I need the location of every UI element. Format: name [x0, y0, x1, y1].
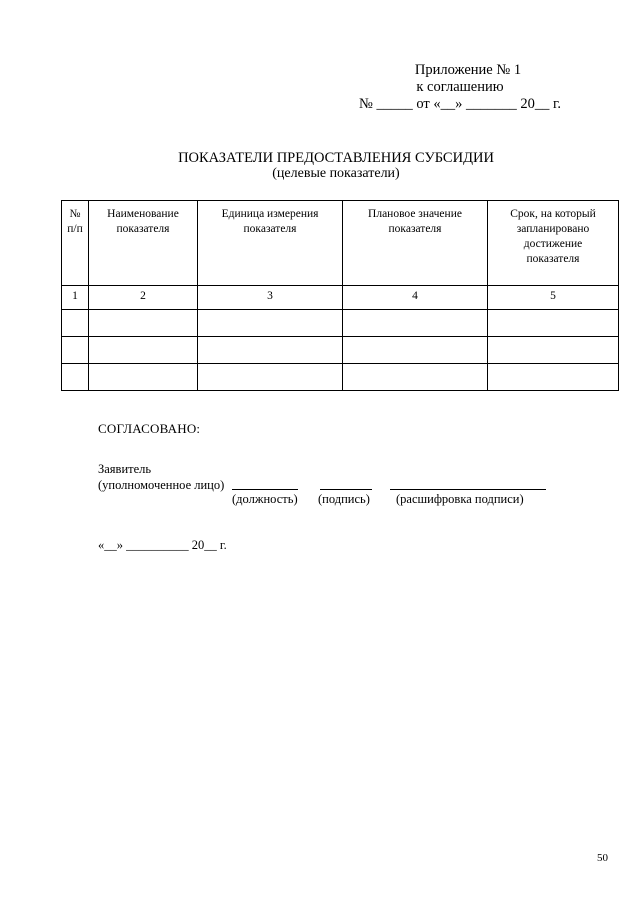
signature-decoding-line [390, 489, 546, 490]
table-cell [62, 337, 89, 364]
document-subtitle: (целевые показатели) [272, 166, 400, 181]
table-row [62, 337, 619, 364]
agreed-heading: СОГЛАСОВАНО: [98, 421, 201, 436]
table-cell [89, 337, 198, 364]
header-deadline: Срок, на который запланировано достижение показателя [488, 201, 619, 286]
indicators-table [61, 200, 619, 391]
table-row [62, 364, 619, 391]
header-number: № п/п [62, 201, 89, 286]
table-cell [198, 337, 343, 364]
column-number: 3 [198, 286, 343, 310]
table-cell [62, 364, 89, 391]
date-line: «__» __________ 20__ г. [98, 538, 227, 552]
table-cell [488, 337, 619, 364]
applicant-label: Заявитель [98, 462, 152, 476]
appendix-block [340, 62, 580, 113]
column-number: 1 [62, 286, 89, 310]
table-cell [488, 364, 619, 391]
document-title: ПОКАЗАТЕЛИ ПРЕДОСТАВЛЕНИЯ СУБСИДИИ [178, 150, 494, 166]
caption-signature-decoding: (расшифровка подписи) [396, 492, 524, 506]
table-cell [89, 310, 198, 337]
column-number: 4 [343, 286, 488, 310]
header-planned-value: Плановое значение показателя [343, 201, 488, 286]
signature-line [320, 489, 372, 490]
table-cell [343, 337, 488, 364]
caption-position: (должность) [232, 492, 298, 506]
table-row [62, 310, 619, 337]
caption-signature: (подпись) [318, 492, 370, 506]
column-number: 5 [488, 286, 619, 310]
appendix-agreement-ref: к соглашению [416, 79, 504, 95]
table-cell [343, 310, 488, 337]
table-cell [198, 364, 343, 391]
column-number: 2 [89, 286, 198, 310]
table-cell [198, 310, 343, 337]
table-header-row [62, 201, 619, 286]
authorized-person-label: (уполномоченное лицо) [98, 478, 225, 492]
column-number-row [62, 286, 619, 310]
table-cell [89, 364, 198, 391]
appendix-agreement-number: № _____ от «__» _______ 20__ г. [359, 96, 561, 112]
appendix-title: Приложение № 1 [414, 62, 522, 78]
table-cell [488, 310, 619, 337]
table-cell [343, 364, 488, 391]
header-unit: Единица измерения показателя [198, 201, 343, 286]
header-indicator-name: Наименование показателя [89, 201, 198, 286]
table-cell [62, 310, 89, 337]
page-number: 50 [597, 852, 608, 864]
position-line [232, 489, 298, 490]
